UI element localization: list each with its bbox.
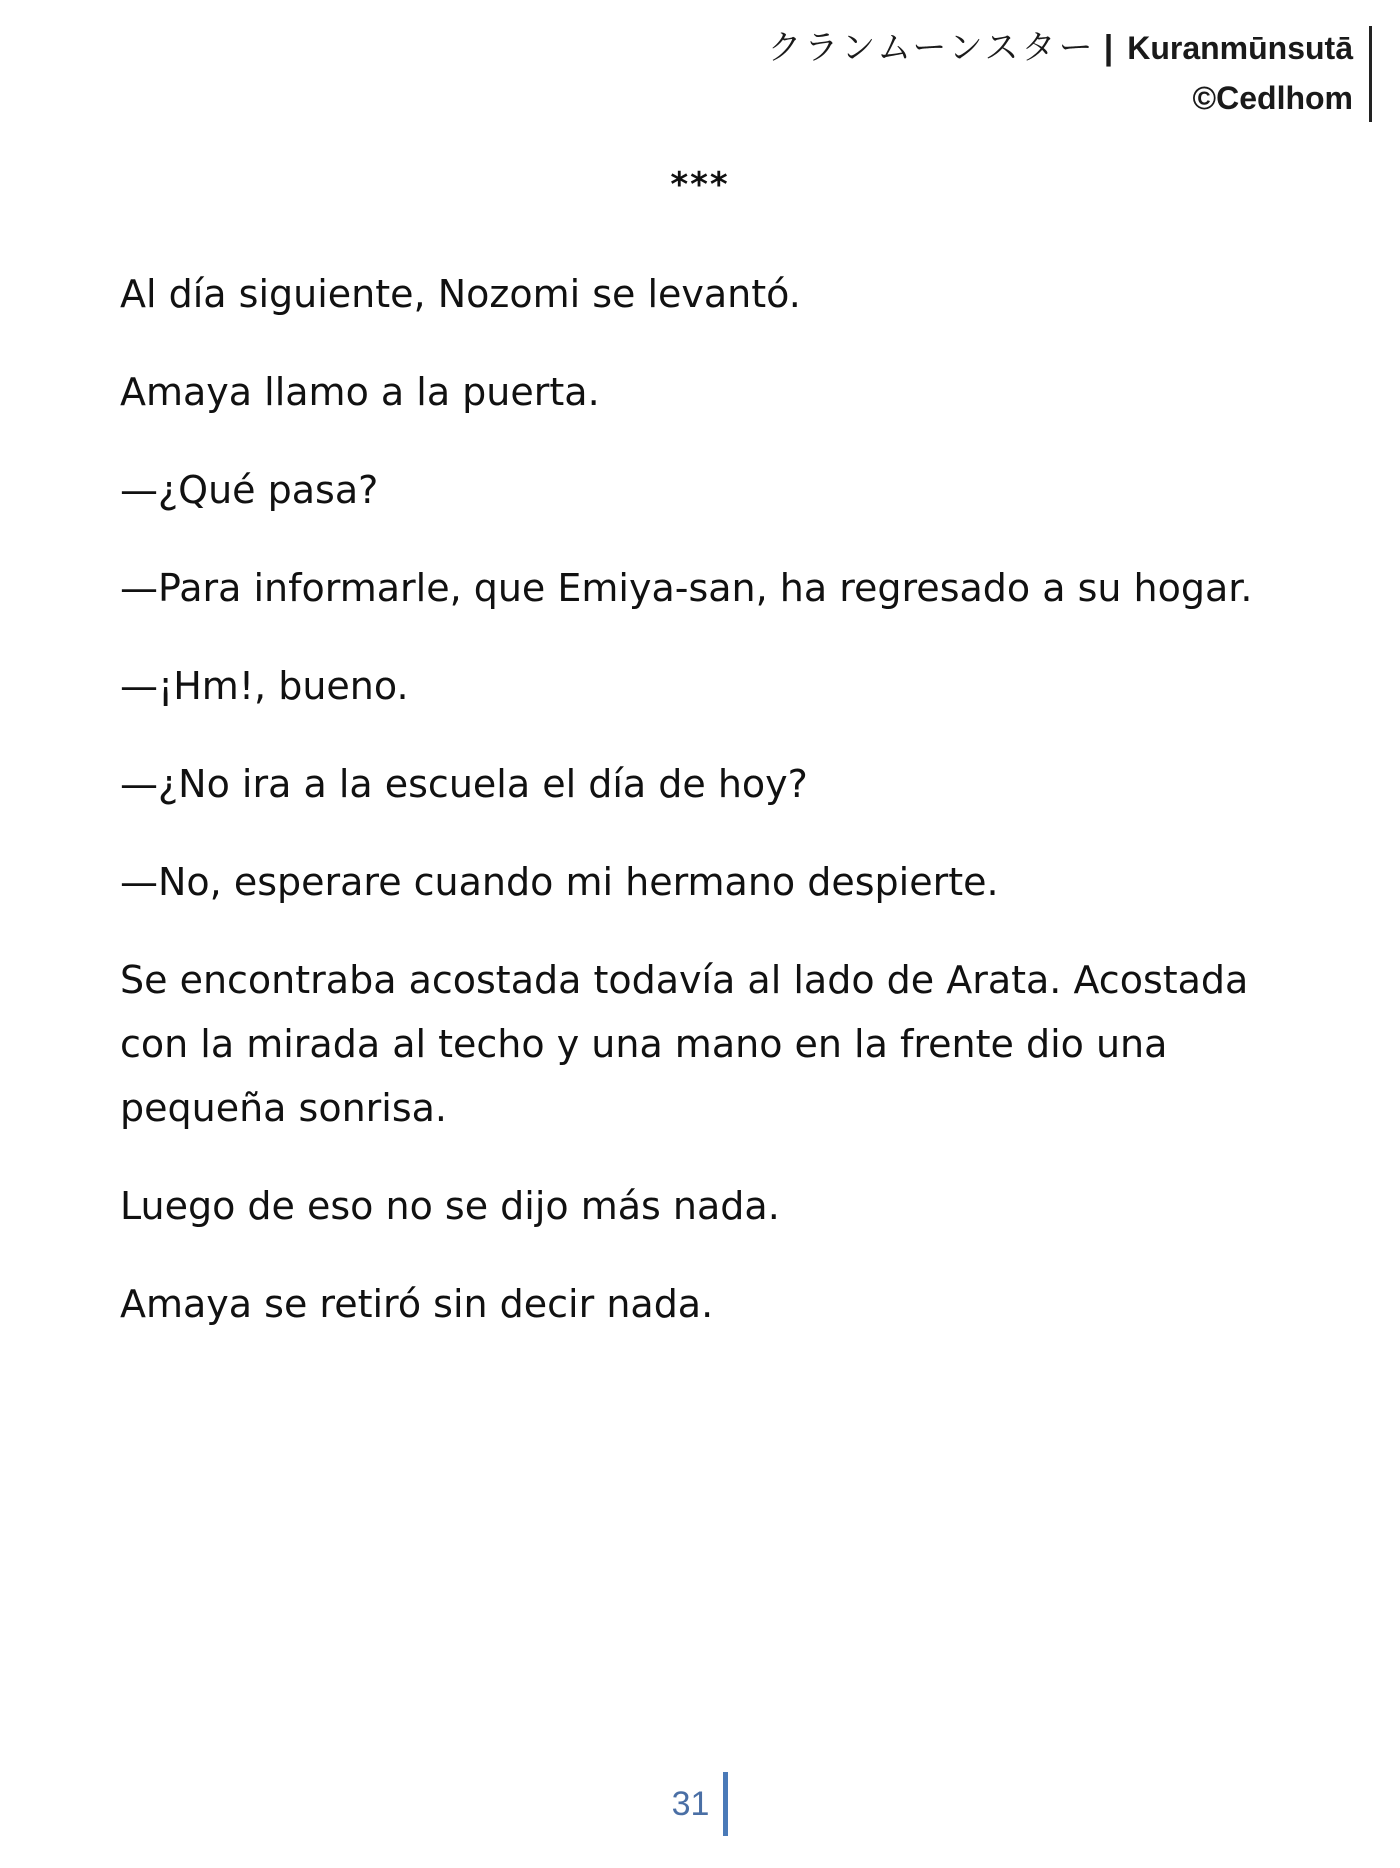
dialogue-line: —Para informarle, que Emiya-san, ha regresado a su hogar. xyxy=(120,566,1253,610)
header-title-line xyxy=(767,22,1353,74)
dialogue-line: —No, esperare cuando mi hermano despierte. xyxy=(120,860,999,904)
dialogue-line: —¿No ira a la escuela el día de hoy? xyxy=(120,762,808,806)
paragraph: Luego de eso no se dijo más nada. xyxy=(120,1184,780,1228)
paragraph: Amaya se retiró sin decir nada. xyxy=(120,1282,714,1326)
paragraph: Al día siguiente, Nozomi se levantó. xyxy=(120,272,801,316)
body-text xyxy=(120,262,1310,1370)
header-vertical-rule xyxy=(1369,26,1372,122)
paragraph: Amaya llamo a la puerta. xyxy=(120,370,600,414)
page-header xyxy=(767,22,1372,122)
header-text xyxy=(767,22,1369,122)
dialogue-line: —¿Qué pasa? xyxy=(120,468,379,512)
header-japanese-title: クランムーンスター xyxy=(767,28,1096,68)
page-footer xyxy=(0,1772,1400,1836)
paragraph: Se encontraba acostada todavía al lado de Arata. Acostada con la mirada al techo y una mano en la frente dio una pequeña sonrisa. xyxy=(120,958,1249,1130)
header-separator: | xyxy=(1103,29,1114,67)
header-romanized-title: Kuranmūnsutā xyxy=(1127,30,1353,66)
page-number: 31 xyxy=(671,1784,710,1823)
section-break: *** xyxy=(670,165,730,205)
footer-vertical-rule xyxy=(723,1772,728,1836)
header-copyright: ©Cedlhom xyxy=(1192,80,1353,116)
dialogue-line: —¡Hm!, bueno. xyxy=(120,664,409,708)
